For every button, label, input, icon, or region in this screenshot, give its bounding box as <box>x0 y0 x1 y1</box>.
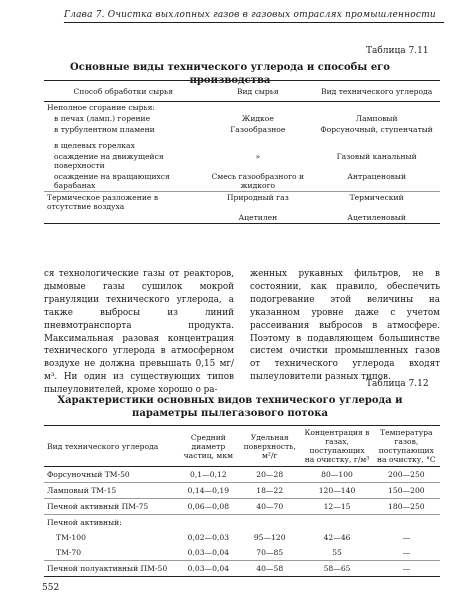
column-header: Способ обработки сырья <box>44 81 202 102</box>
table-row <box>44 124 440 135</box>
table-cell: в турбулентном пламени <box>54 125 155 134</box>
table-cell: в щелевых горелках <box>54 141 135 150</box>
table-row <box>44 192 440 213</box>
table-cell <box>202 102 313 114</box>
table-row <box>44 467 440 483</box>
table-row <box>44 515 440 531</box>
text-column-left: ся технологические газы от реакторов, дымовые газы сушилок мокрой грануляции технического углерода, а также выбросы из линий пневмотранспорта продукта. Максимальная разовая концентрация технического углерода в атмосферном воздухе не должна превышать 0,15 мг/м³. Ни один из существующих типов пылеуловителей, кроме хорошо о ра- <box>44 269 234 396</box>
column-header: Вид сырья <box>202 81 313 102</box>
column-header: Средний диаметр частиц, мкм <box>179 426 238 467</box>
table-cell <box>313 102 440 114</box>
table-cell: 0,06—0,08 <box>179 499 238 515</box>
running-head: Глава 7. Очистка выхлопных газов в газовых отраслях промышленности <box>64 10 444 23</box>
table-cell: » <box>255 152 261 161</box>
table-cell: Смесь газообразного и жидкого <box>211 172 305 190</box>
table-row <box>44 102 440 114</box>
table-cell: ТМ-100 <box>56 533 86 542</box>
column-header: Концентрация в газах, поступающих на очистку, г/м³ <box>301 426 372 467</box>
column-header: Температура газов, поступающих на очистку, °С <box>373 426 440 467</box>
table-cell: Форсуночный, ступенчатый <box>320 125 433 134</box>
table-cell: 120—140 <box>301 483 372 499</box>
table-cell: 200—250 <box>373 467 440 483</box>
table-cell: осаждение на движущейся поверхности <box>54 152 164 170</box>
table-cell: — <box>402 548 411 557</box>
table-cell: 0,03—0,04 <box>179 561 238 577</box>
table-cell: Ацетилен <box>202 212 313 224</box>
table-row <box>44 499 440 515</box>
table-cell: 0,1—0,12 <box>179 467 238 483</box>
table-cell: 18—22 <box>238 483 301 499</box>
column-header: Вид технического углерода <box>313 81 440 102</box>
table-title: Основные виды технического углерода и способы его производства <box>70 62 390 86</box>
table-label: Таблица 7.11 <box>366 46 429 56</box>
table-cell: 180—250 <box>373 499 440 515</box>
table-cell: 40—70 <box>238 499 301 515</box>
table-cell: Форсуночный ТМ-50 <box>44 467 179 483</box>
text-column-right: женных рукавных фильтров, не в состоянии, как правило, обеспечить подогревание этой величины на указанном уровне даже с учетом рассеивания выбросов в атмосфере. Поэтому в подавляющем большинстве систем очистки промышленных газов от технического углерода входят пылеуловители разных типов. <box>250 269 440 383</box>
column-header: Удельная поверхность, м²/г <box>238 426 301 467</box>
table-cell: 80—100 <box>301 467 372 483</box>
table-cell: — <box>373 561 440 577</box>
table-cell: Газообразное <box>230 125 286 134</box>
table-cell <box>313 135 440 151</box>
table-cell: 150—200 <box>373 483 440 499</box>
table-row <box>44 212 440 224</box>
table-cell: — <box>402 533 411 542</box>
table-cell <box>44 212 202 224</box>
table-cell: в печах (ламп.) горение <box>54 114 151 123</box>
table-row <box>44 561 440 577</box>
page-number: 552 <box>42 583 60 593</box>
column-header: Вид технического углерода <box>44 426 179 467</box>
table-cell: 0,02—0,03 <box>187 533 230 542</box>
table-cell: ТМ-70 <box>56 548 82 557</box>
table-cell: 70—85 <box>256 548 284 557</box>
table-title: Характеристики основных видов технического углерода и параметры пылегазового потока <box>57 395 403 419</box>
table-cell: Термический <box>313 192 440 213</box>
table-cell: Жидкое <box>241 114 274 123</box>
table-cell: Неполное сгорание сырья: <box>47 103 155 112</box>
table-cell: 95—120 <box>253 533 286 542</box>
table-cell: 55 <box>332 548 342 557</box>
table-cell: Термическое разложение в отсутствие воздуха <box>44 192 202 213</box>
table-cell: Ацетиленовый <box>313 212 440 224</box>
table-row <box>44 113 440 124</box>
table-row <box>44 171 440 192</box>
table-row <box>44 483 440 499</box>
table-cell: 40—58 <box>238 561 301 577</box>
table-row <box>44 545 440 561</box>
table-group-label: Печной активный: <box>44 515 440 531</box>
table-row <box>44 151 440 171</box>
table-cell: 42—46 <box>323 533 351 542</box>
table-cell <box>202 135 313 151</box>
table-cell: 20—28 <box>238 467 301 483</box>
carbon-characteristics-table <box>44 425 440 577</box>
table-cell: Ламповый ТМ-15 <box>44 483 179 499</box>
table-cell: 58—65 <box>301 561 372 577</box>
table-row <box>44 135 440 151</box>
table-cell: 12—15 <box>301 499 372 515</box>
table-cell: Газовый канальный <box>336 152 417 161</box>
table-cell: Природный газ <box>202 192 313 213</box>
table-cell: Антраценовый <box>347 172 407 181</box>
table-label: Таблица 7.12 <box>366 379 429 389</box>
table-cell: Печной полуактивный ПМ-50 <box>44 561 179 577</box>
table-row <box>44 530 440 545</box>
table-cell: 0,14—0,19 <box>179 483 238 499</box>
table-cell: Печной активный ПМ-75 <box>44 499 179 515</box>
table-cell: 0,03—0,04 <box>187 548 230 557</box>
table-cell: осаждение на вращающихся барабанах <box>54 172 170 190</box>
carbon-types-table <box>44 80 440 224</box>
table-cell: Ламповый <box>355 114 398 123</box>
